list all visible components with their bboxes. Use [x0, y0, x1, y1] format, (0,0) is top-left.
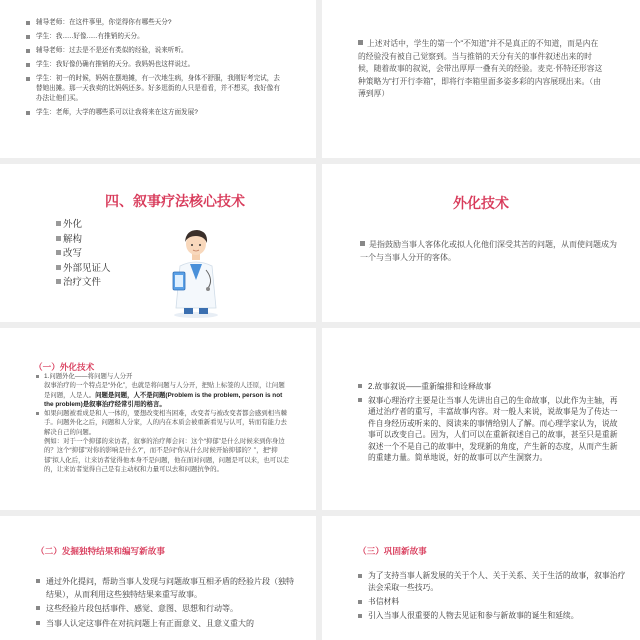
section-title: （三）巩固新故事	[358, 546, 427, 556]
detail-body	[36, 372, 290, 474]
bullet-icon	[26, 35, 30, 39]
bullet-icon	[26, 63, 30, 67]
list-item: 如果问题被看成是和人一体的，要想改变相当困难，改变者与被改变者都会感到相当棘手。问题外化之后，问题和人分家，人的内在本质会被重新看见与认可，转而有能力去解决自己的问题。	[36, 409, 290, 437]
bullet-icon	[56, 279, 61, 284]
paragraph: 例如：对于一个抑郁的来访者，叙事的治疗师会问：这个“抑郁”是什么时候来到你身边的？这个“抑郁”对你的影响是什么?”，而不是问“你从什么时候开始抑郁的？”，把“抑郁”拟人化后，让来访者觉得他本身不是问题，他在面对问题，问题是可以来，也可以走的，让来访者觉得自己是有主动权和力量可以去和问题抗争的。	[44, 438, 289, 473]
slide-storytelling	[322, 328, 640, 510]
list-item: 为了支持当事人新发展的关于个人、关于关系、关于生活的故事，叙事治疗法会采取一些技巧。	[356, 570, 626, 594]
bullet-icon	[26, 77, 30, 81]
list-item: 1.问题外化——将问题与人分开	[36, 372, 290, 381]
slide-core-techniques	[0, 164, 316, 322]
bullet-icon	[26, 49, 30, 53]
bullet-icon	[358, 614, 362, 618]
list-item: 改写	[56, 247, 111, 262]
analysis-paragraph: 上述对话中，学生的第一个“不知道”并不是真正的不知道，而是内在的经验没有被自己觉察到。当与推销的天分有关的事件叙述出来的时候，随着故事的叙说，会带出厚厚一叠有关的经验。麦克·怀特还形容这种策略为“打开行李箱”，即将行李箱里面多姿多彩的内容展现出来。（由薄到厚）	[358, 39, 603, 99]
list-item: 解构	[56, 233, 111, 248]
bullet-icon	[56, 236, 61, 241]
bullet-icon	[26, 21, 30, 25]
list-item: 学生：老师，大学的哪些系可以让我将来在这方面发展?	[24, 108, 284, 118]
bullet-icon	[358, 384, 362, 388]
bullet-icon	[36, 606, 40, 610]
slide-dialogue	[0, 0, 316, 158]
list-item: 外部见证人	[56, 262, 111, 277]
slide-externalization	[322, 164, 640, 322]
section-title: （一）外化技术	[34, 362, 95, 372]
bullet-icon	[36, 412, 39, 415]
bullet-icon	[358, 40, 363, 45]
doctor-illustration	[166, 222, 226, 318]
list-item: 学生：我好像仍确有推销的天分。我妈妈也这样说过。	[24, 60, 284, 70]
bullet-icon	[358, 574, 362, 578]
list-item: 通过外化提问，帮助当事人发现与问题故事互相矛盾的经验片段（独特结果），从而利用这些独特结果来重写故事。	[34, 576, 296, 601]
slide-unique-outcomes	[0, 516, 316, 640]
section-title: 四、叙事疗法核心技术	[105, 193, 245, 209]
list-item: 当事人认定这事件在对抗问题上有正面意义、且意义重大的	[34, 618, 296, 631]
bullet-icon	[56, 250, 61, 255]
bullet-icon	[56, 265, 61, 270]
bullet-icon	[36, 579, 40, 583]
list-item: 2.故事叙说——重新编排和诠释故事	[356, 381, 624, 393]
list-item: 学生：初一的时候，妈妈在摆地摊，有一次地生病，身体不舒服，我刚好考完试，去替她出摊。那一天我卖的比妈妈还多。好多逛街的人只是看看，并不想买，我好像有办法让他们买。	[24, 74, 284, 104]
storytelling-list	[356, 381, 624, 466]
list-item: 引入当事人很重要的人物去见证和参与新故事的诞生和延续。	[356, 610, 626, 622]
list-item: 叙事心理治疗主要是让当事人先讲出自己的生命故事，以此作为主轴，再通过治疗者的重写，丰富故事内容。对一般人来说，说故事是为了传达一件自身经历或听来的、阅读来的事情给别人了解。而心理学家认为，说故事可以改变自己。因为，人们可以在重新叙述自己的故事，甚至只是重新叙述一个不是自己的故事中，发现新的角度，产生新的态度，从而产生新的重建力量。简单地说，好的故事可以产生洞察力。	[356, 395, 624, 464]
slide-consolidate-story	[322, 516, 640, 640]
bullet-icon	[358, 600, 362, 604]
bullet-icon	[56, 221, 61, 226]
definition-text: 是指鼓励当事人客体化或拟人化他们深受其苦的问题，从而使问题成为一个与当事人分开的客体。	[360, 240, 617, 262]
paragraph: 叙事治疗的一个特点是“外化”，也就是将问题与人分开，把贴上标签的人还原，让问题是问题，人是人。问题是问题，人不是问题(Problem is the problem, person is not the problem)是叙事治疗经常引用的格言。	[44, 382, 285, 408]
list-item: 辅导老师：在这件事里，你觉得你有哪些天分?	[24, 18, 284, 28]
outcomes-list	[34, 576, 296, 632]
section-title: 外化技术	[453, 195, 509, 211]
technique-list	[56, 218, 111, 291]
bullet-icon	[360, 241, 365, 246]
bullet-icon	[358, 398, 362, 402]
bullet-icon	[36, 621, 40, 625]
consolidate-list	[356, 570, 626, 624]
list-item: 治疗文件	[56, 276, 111, 291]
bullet-icon	[36, 375, 39, 378]
slide-externalization-detail	[0, 328, 316, 510]
list-item: 辅导老师：过去是不是还有类似的经验，说来听听。	[24, 46, 284, 56]
list-item: 外化	[56, 218, 111, 233]
bullet-icon	[26, 111, 30, 115]
list-item: 书信材料	[356, 596, 626, 608]
dialogue-list	[24, 18, 284, 122]
list-item: 这些经验片段包括事件、感觉、意图、思想和行动等。	[34, 603, 296, 616]
list-item: 学生：我......好像......有推销的天分。	[24, 32, 284, 42]
section-title: （二）发掘独特结果和编写新故事	[36, 546, 165, 556]
slide-dialogue-analysis	[322, 0, 640, 158]
